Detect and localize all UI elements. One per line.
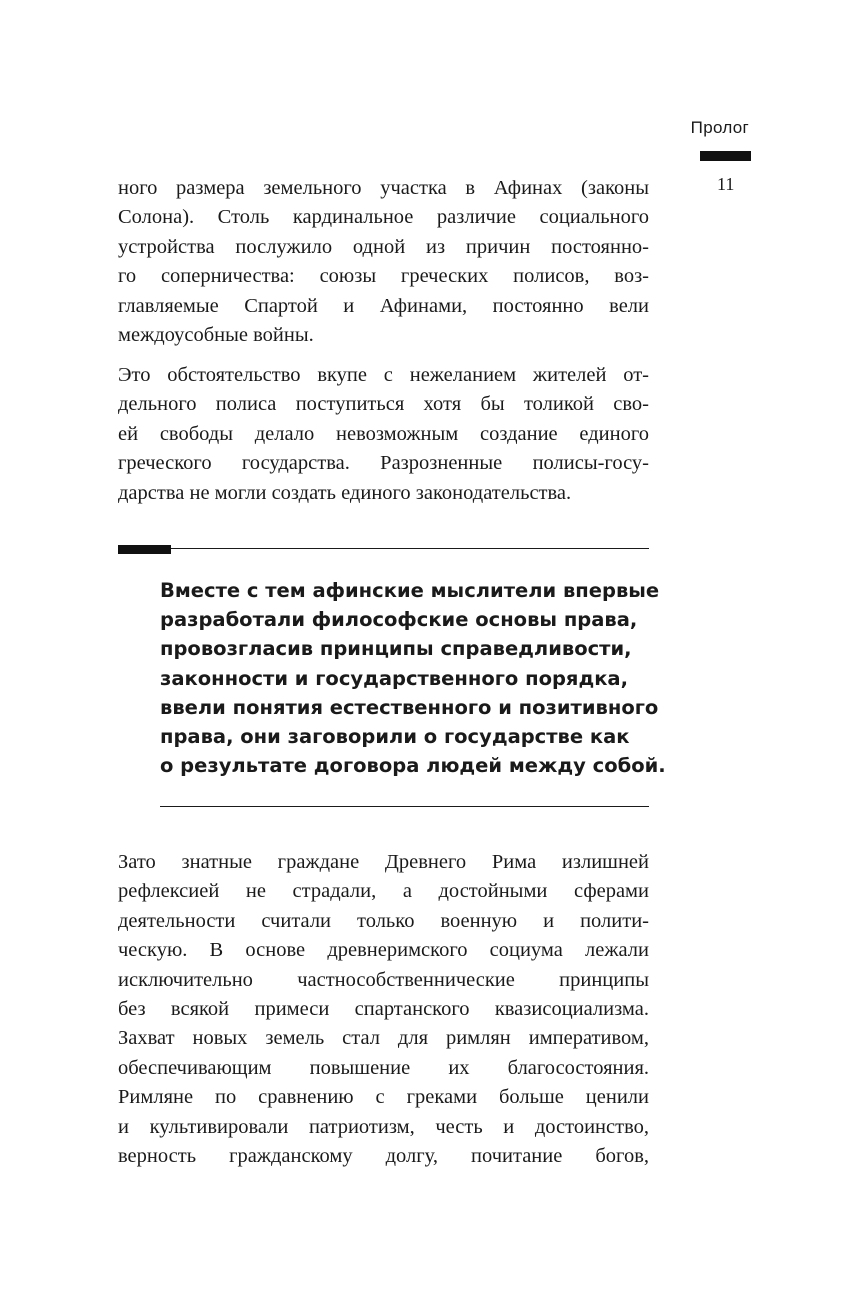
paragraph-line: дельного полиса поступиться хотя бы толикой сво-: [118, 393, 649, 416]
paragraph-3: [118, 848, 649, 1171]
pull-quote-line: разработали философские основы права,: [160, 608, 638, 632]
pull-quote-line: Вместе с тем афинские мыслители впервые: [160, 579, 660, 602]
paragraph-2: [118, 361, 649, 508]
paragraph-line: устройства послужило одной из причин постоянно-: [118, 235, 649, 258]
paragraph-1: [118, 174, 649, 350]
section-title: Пролог: [690, 118, 749, 137]
section-marker-bar: [700, 151, 751, 161]
pull-quote-line: о результате договора людей между собой.: [160, 754, 666, 778]
paragraph-line: рефлексией не страдали, а достойными сферами: [118, 880, 649, 903]
paragraph-line: главляемые Спартой и Афинами, постоянно вели: [118, 294, 649, 317]
paragraph-line: деятельности считали только военную и полити-: [118, 909, 649, 932]
paragraph-line: ного размера земельного участка в Афинах (законы: [118, 177, 649, 199]
page-number: 11: [717, 174, 735, 194]
paragraph-line: и культивировали патриотизм, честь и достоинство,: [118, 1115, 649, 1138]
pull-quote-bottom-rule: [160, 806, 649, 807]
paragraph-line: исключительно частнособственнические принципы: [118, 968, 649, 991]
paragraph-line: Это обстоятельство вкупе с нежеланием жителей от-: [118, 364, 649, 386]
pull-quote-line: ввели понятия естественного и позитивного: [160, 695, 659, 719]
paragraph-line: Зато знатные граждане Древнего Рима излишней: [118, 851, 649, 873]
paragraph-line: ческую. В основе древнеримского социума лежали: [118, 939, 649, 962]
paragraph-line: верность гражданскому долгу, почитание богов,: [118, 1144, 649, 1167]
paragraph-line: Солона). Столь кардинальное различие социального: [118, 206, 649, 229]
paragraph-line: Римляне по сравнению с греками больше ценили: [118, 1086, 649, 1109]
pull-quote-top-rule: [118, 548, 649, 549]
paragraph-line: обеспечивающим повышение их благосостояния.: [118, 1056, 649, 1079]
paragraph-line: ей свободы делало невозможным создание единого: [118, 422, 649, 445]
paragraph-line: Захват новых земель стал для римлян императивом,: [118, 1027, 649, 1050]
paragraph-line: го соперничества: союзы греческих полисов, воз-: [118, 265, 649, 288]
paragraph-line: греческого государства. Разрозненные полисы-госу-: [118, 452, 649, 475]
pull-quote-line: провозгласив принципы справедливости,: [160, 637, 632, 661]
paragraph-line: междоусобные войны.: [118, 323, 314, 346]
pull-quote: [160, 576, 666, 780]
pull-quote-line: права, они заговорили о государстве как: [160, 724, 630, 748]
pull-quote-top-marker: [118, 545, 171, 554]
pull-quote-line: законности и государственного порядка,: [160, 666, 628, 690]
paragraph-line: дарства не могли создать единого законодательства.: [118, 481, 572, 504]
paragraph-line: без всякой примеси спартанского квазисоциализма.: [118, 997, 649, 1020]
